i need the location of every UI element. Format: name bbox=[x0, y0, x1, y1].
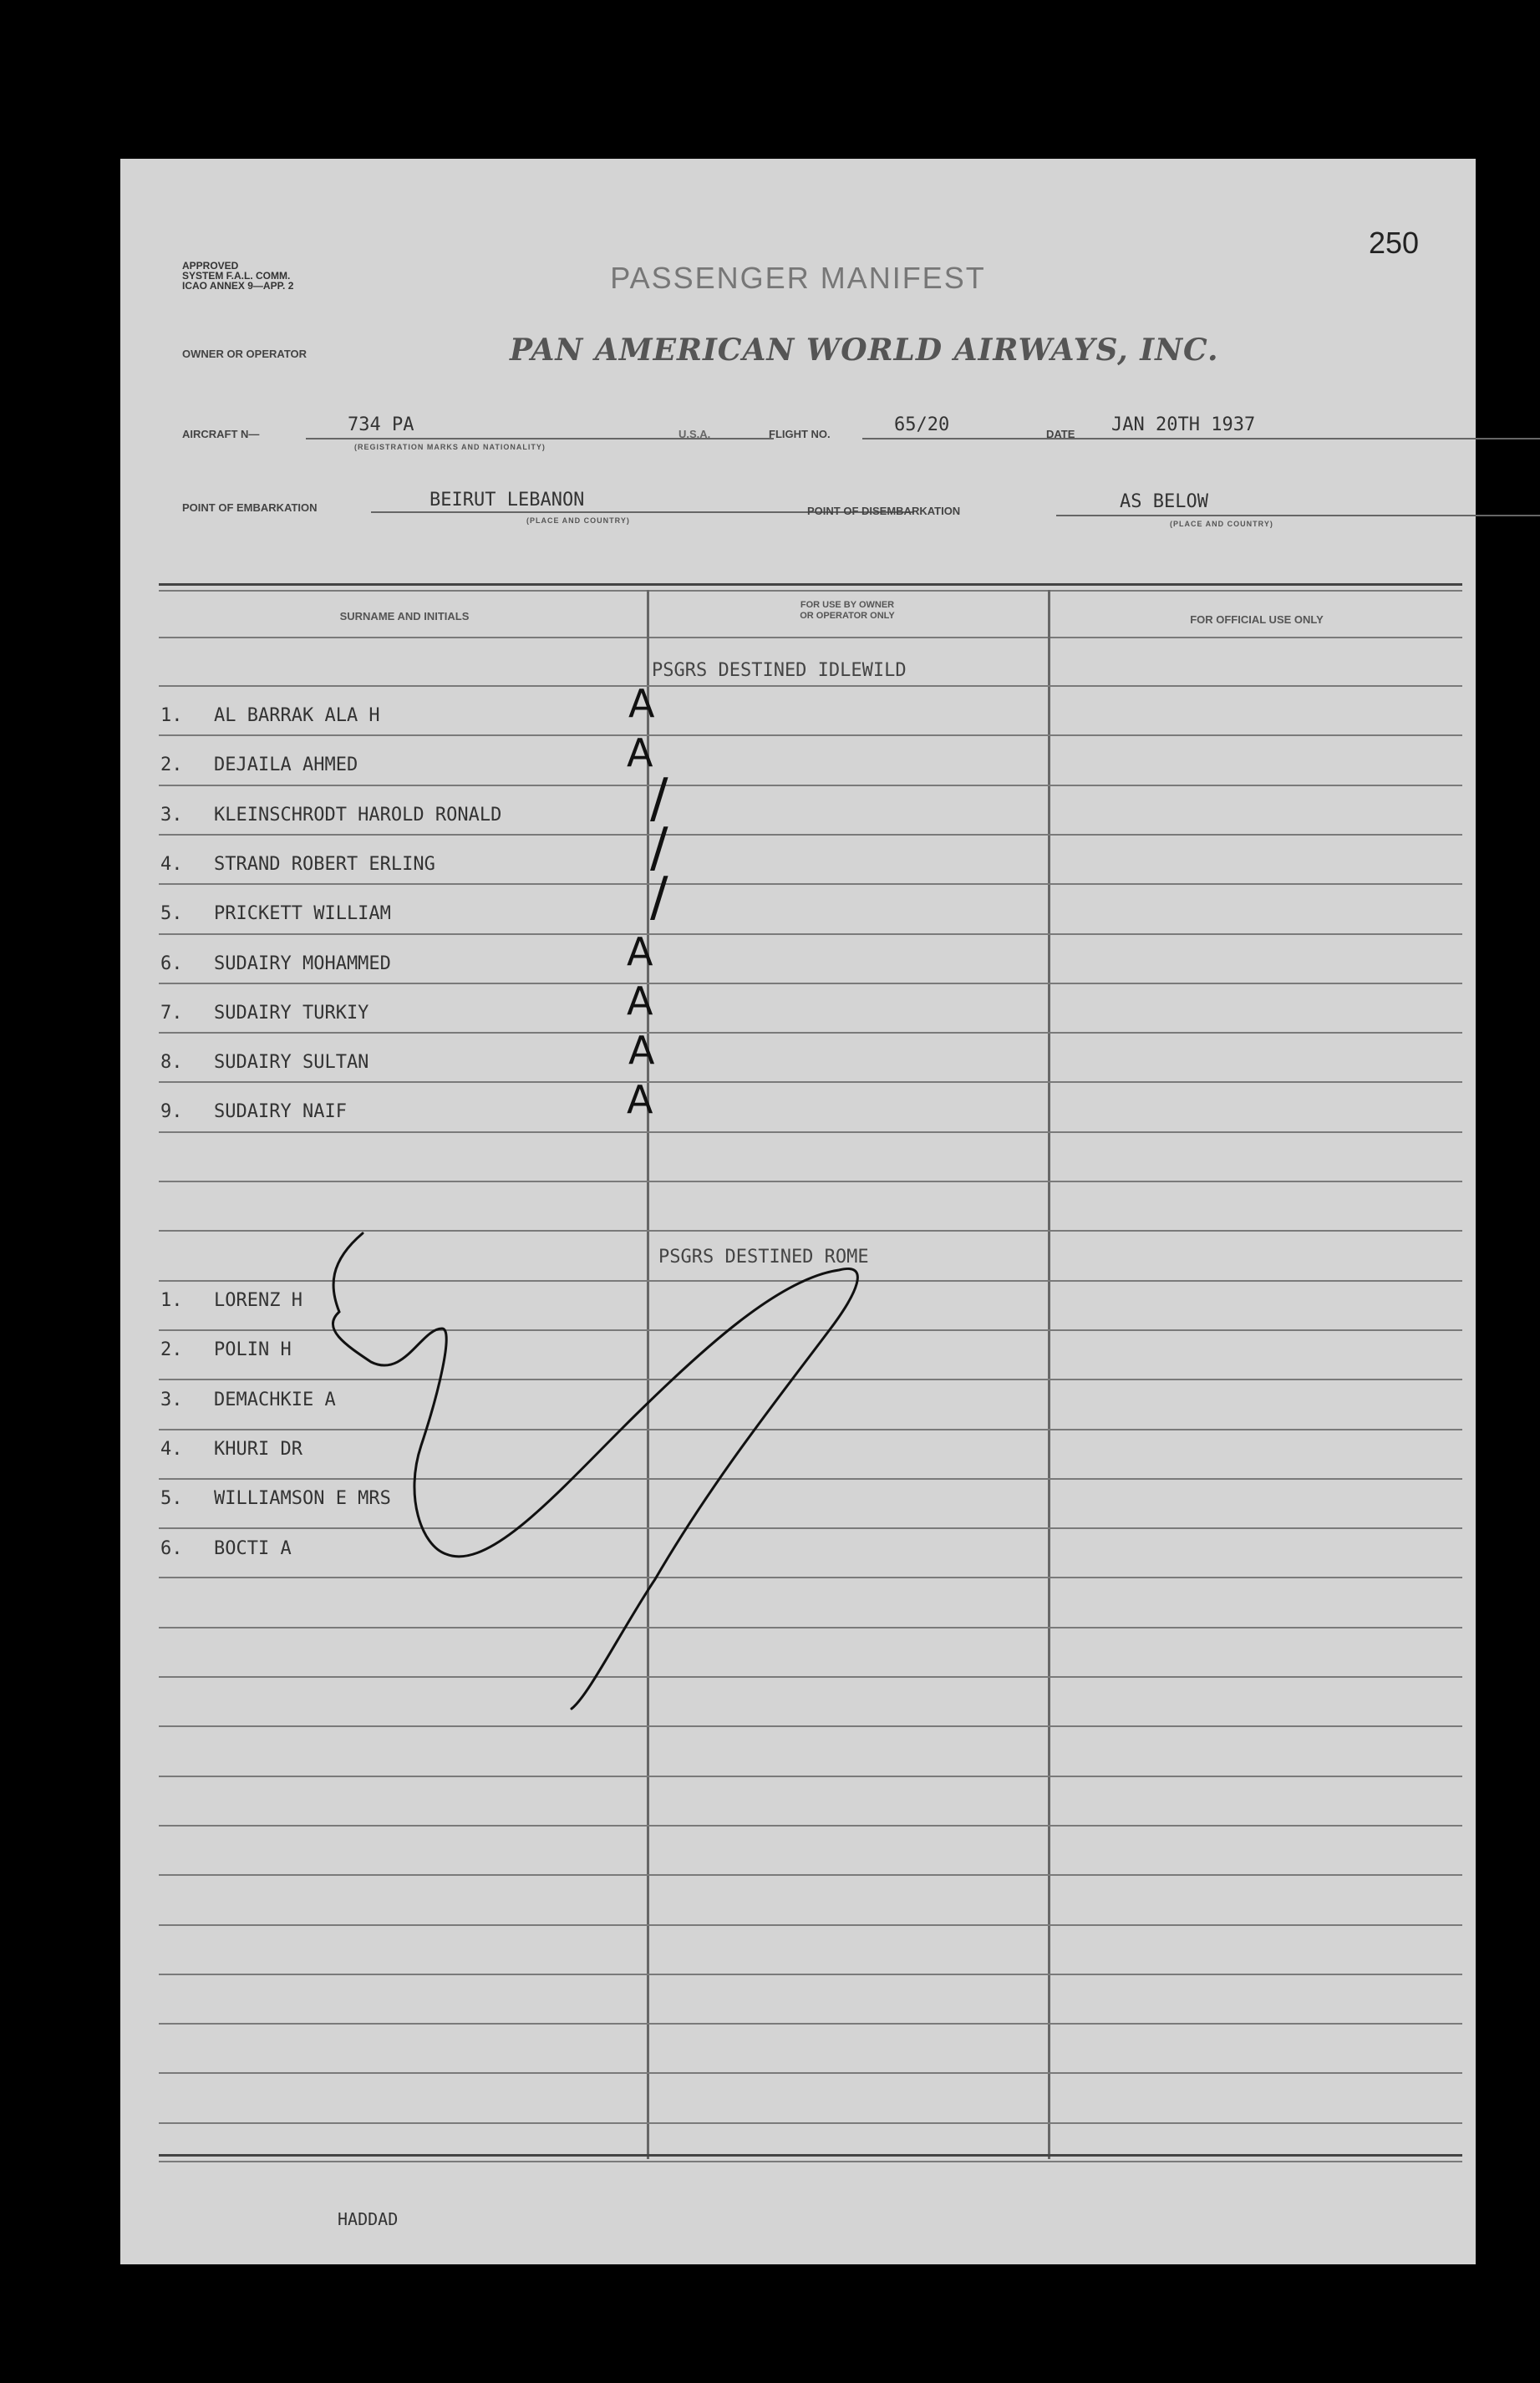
column-header-surname: SURNAME AND INITIALS bbox=[339, 610, 470, 622]
passenger-number: 4. bbox=[160, 1439, 183, 1460]
column-header-official-use: FOR OFFICIAL USE ONLY bbox=[1190, 613, 1324, 626]
passenger-name: STRAND ROBERT ERLING bbox=[214, 854, 435, 875]
passenger-number: 7. bbox=[160, 1003, 183, 1024]
passenger-number: 9. bbox=[160, 1101, 183, 1122]
approval-stamp: APPROVED SYSTEM F.A.L. COMM. ICAO ANNEX 9—APP. 2 bbox=[182, 260, 294, 292]
passenger-name: LORENZ H bbox=[214, 1290, 302, 1311]
passenger-number: 3. bbox=[160, 1390, 183, 1410]
handwritten-annotation: A bbox=[627, 1077, 653, 1122]
nationality: U.S.A. bbox=[679, 428, 711, 440]
passenger-name: DEJAILA AHMED bbox=[214, 755, 358, 775]
aircraft-sub-label: (REGISTRATION MARKS AND NATIONALITY) bbox=[354, 443, 546, 451]
handwritten-annotation: A bbox=[628, 681, 655, 726]
owner-label: OWNER OR OPERATOR bbox=[182, 348, 307, 360]
operator-name: PAN AMERICAN WORLD AIRWAYS, INC. bbox=[510, 333, 1219, 368]
embarkation-sub-label: (PLACE AND COUNTRY) bbox=[526, 516, 630, 525]
embarkation-label: POINT OF EMBARKATION bbox=[182, 501, 318, 514]
group1-destination: PSGRS DESTINED IDLEWILD bbox=[652, 660, 907, 681]
disembarkation-value: AS BELOW bbox=[1120, 491, 1208, 512]
flight-label: FLIGHT NO. bbox=[769, 428, 831, 440]
aircraft-value: 734 PA bbox=[348, 414, 414, 435]
passenger-name: PRICKETT WILLIAM bbox=[214, 903, 391, 924]
passenger-name: KLEINSCHRODT HAROLD RONALD bbox=[214, 805, 502, 826]
annotation-layer bbox=[627, 681, 668, 1122]
handwritten-annotation: / bbox=[650, 768, 668, 830]
disembarkation-label: POINT OF DISEMBARKATION bbox=[807, 505, 961, 517]
page-number: 250 bbox=[1369, 226, 1420, 260]
passenger-name: AL BARRAK ALA H bbox=[214, 705, 380, 726]
passenger-name: SUDAIRY MOHAMMED bbox=[214, 953, 391, 974]
document-title: PASSENGER MANIFEST bbox=[610, 261, 986, 295]
handwritten-annotation: / bbox=[650, 817, 668, 879]
date-value: JAN 20TH 1937 bbox=[1111, 414, 1256, 435]
passenger-number: 5. bbox=[160, 903, 183, 924]
column-header-owner-use: FOR USE BY OWNER OR OPERATOR ONLY bbox=[800, 600, 895, 621]
passenger-number: 3. bbox=[160, 805, 183, 826]
scribble-cancel-mark bbox=[333, 1233, 857, 1709]
passenger-name: KHURI DR bbox=[214, 1439, 302, 1460]
passenger-number: 1. bbox=[160, 1290, 183, 1311]
passenger-number: 2. bbox=[160, 755, 183, 775]
passenger-number: 2. bbox=[160, 1339, 183, 1360]
embarkation-value: BEIRUT LEBANON bbox=[429, 490, 585, 511]
passenger-number: 6. bbox=[160, 953, 183, 974]
handwritten-marks bbox=[120, 159, 1476, 2264]
disembarkation-sub-label: (PLACE AND COUNTRY) bbox=[1170, 520, 1273, 528]
handwritten-annotation: A bbox=[628, 1028, 655, 1073]
passenger-number: 6. bbox=[160, 1538, 183, 1559]
aircraft-label: AIRCRAFT N— bbox=[182, 428, 260, 440]
passenger-name: POLIN H bbox=[214, 1339, 292, 1360]
passenger-number: 1. bbox=[160, 705, 183, 726]
passenger-number: 8. bbox=[160, 1052, 183, 1073]
footer-name: HADDAD bbox=[338, 2209, 399, 2229]
passenger-name: SUDAIRY TURKIY bbox=[214, 1003, 369, 1024]
passenger-name: BOCTI A bbox=[214, 1538, 292, 1559]
date-label: DATE bbox=[1046, 428, 1075, 440]
handwritten-annotation: / bbox=[650, 866, 668, 928]
passenger-name: SUDAIRY SULTAN bbox=[214, 1052, 369, 1073]
handwritten-annotation: A bbox=[627, 978, 653, 1024]
passenger-name: SUDAIRY NAIF bbox=[214, 1101, 347, 1122]
manifest-sheet bbox=[120, 159, 1476, 2264]
passenger-number: 5. bbox=[160, 1488, 183, 1509]
passenger-number: 4. bbox=[160, 854, 183, 875]
passenger-name: WILLIAMSON E MRS bbox=[214, 1488, 391, 1509]
passenger-name: DEMACHKIE A bbox=[214, 1390, 336, 1410]
handwritten-annotation: A bbox=[627, 730, 653, 775]
group2-destination: PSGRS DESTINED ROME bbox=[658, 1247, 869, 1268]
flight-value: 65/20 bbox=[894, 414, 950, 435]
handwritten-annotation: A bbox=[627, 929, 653, 974]
